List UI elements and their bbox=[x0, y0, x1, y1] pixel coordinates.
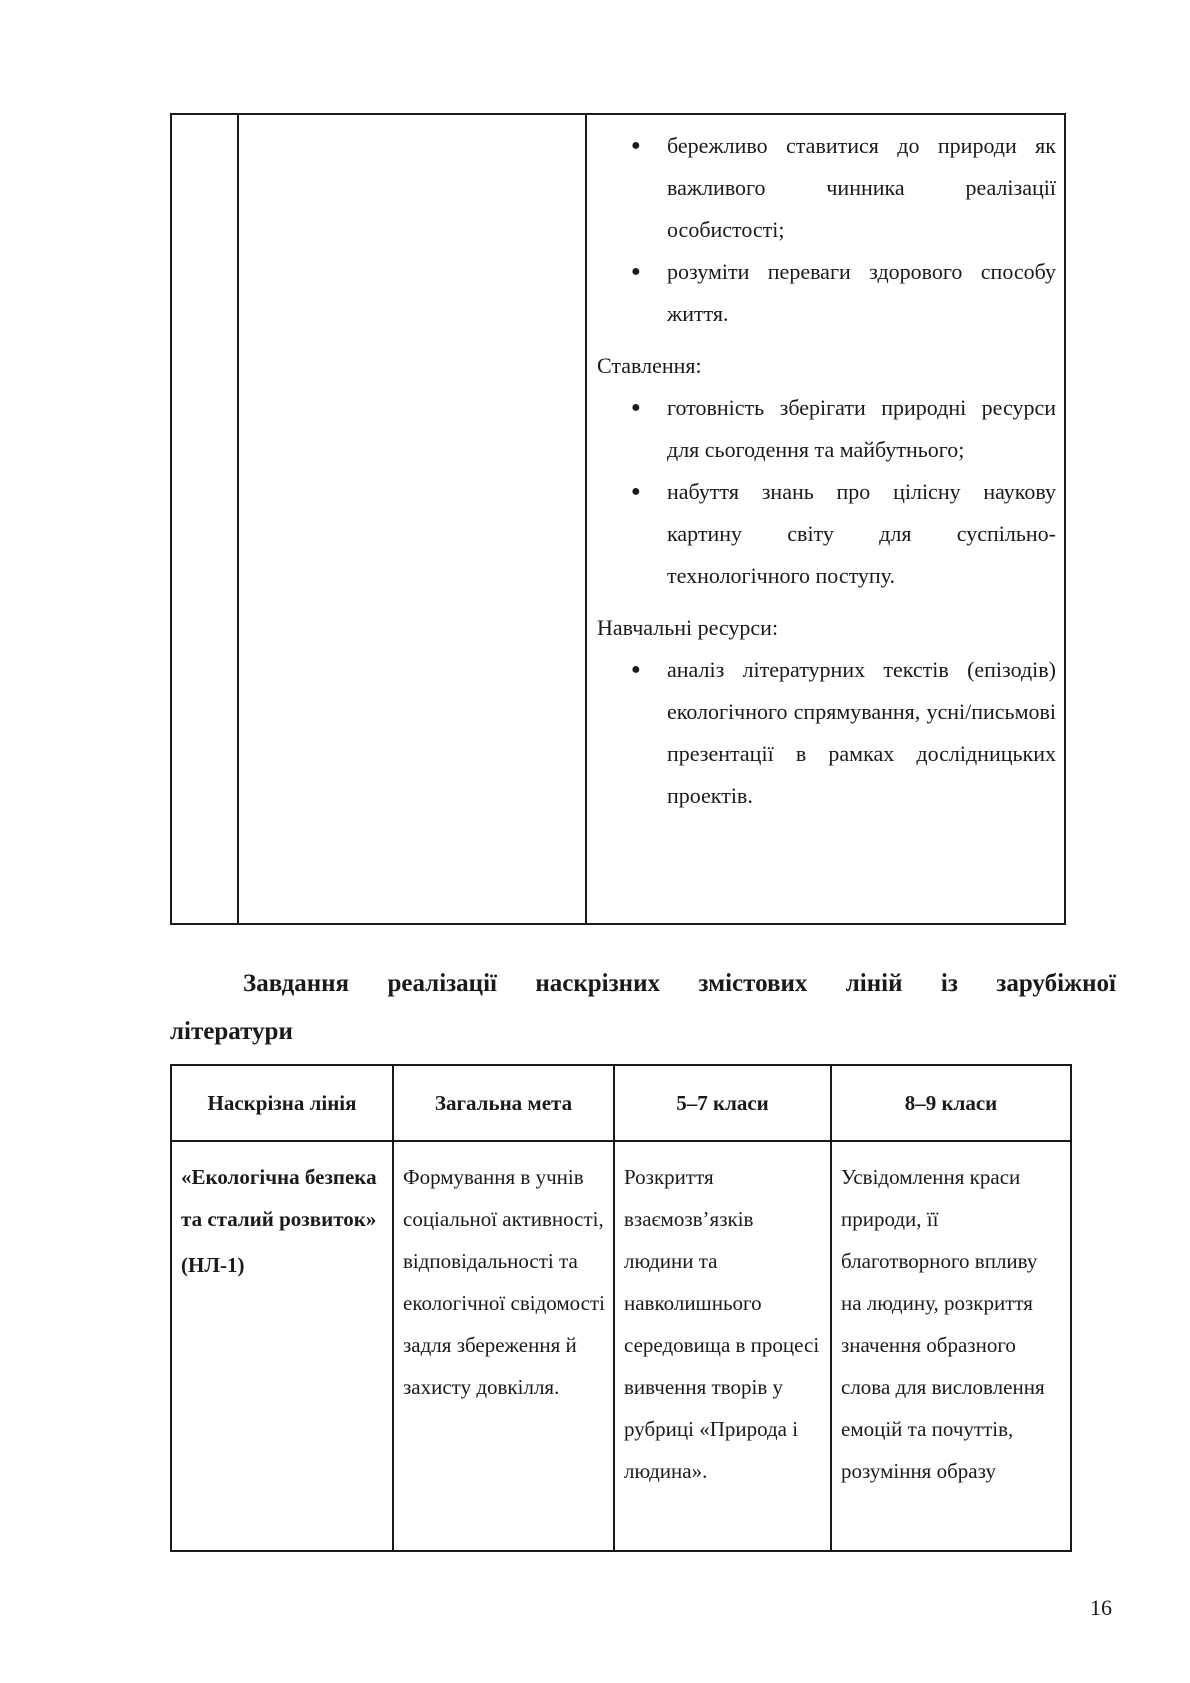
header-cell: Наскрізна лінія bbox=[171, 1065, 393, 1141]
list-item: ● аналіз літературних текстів (епізодів) екологічного спрямування, усні/письмові презентації в рамках дослідницьких проектів. bbox=[597, 649, 1056, 817]
list-item: ● розуміти переваги здорового способу життя. bbox=[597, 251, 1056, 335]
section-heading-line-1: Завдання реалізації наскрізних змістових ліній із зарубіжної bbox=[243, 970, 1116, 997]
list-item: ● бережливо ставитися до природи як важливого чинника реалізації особистості; bbox=[597, 125, 1056, 251]
line-name: «Екологічна безпека та сталий розвиток» bbox=[181, 1165, 377, 1231]
attitude-heading: Ставлення: bbox=[597, 353, 702, 378]
outcomes-cell bbox=[587, 115, 1064, 923]
goal-cell: Формування в учнів соціальної активності, відповідальності та екологічної свідомості задля збереження й захисту довкілля. bbox=[393, 1141, 614, 1551]
line-name-cell bbox=[171, 1141, 393, 1551]
line-code: (НЛ-1) bbox=[181, 1253, 245, 1277]
header-cell: 8–9 класи bbox=[831, 1065, 1071, 1141]
continuation-table bbox=[170, 113, 1066, 925]
grades-5-7-cell: Розкриття взаємозв’язків людини та навколишнього середовища в процесі вивчення творів у рубриці «Природа і людина». bbox=[614, 1141, 831, 1551]
table-row bbox=[171, 1141, 1071, 1551]
table-header-row bbox=[171, 1065, 1071, 1141]
content-lines-table bbox=[170, 1064, 1072, 1552]
grades-8-9-cell: Усвідомлення краси природи, її благотворного впливу на людину, розкриття значення образного слова для висловлення емоцій та почуттів, розуміння образу bbox=[831, 1141, 1071, 1551]
resources-heading: Навчальні ресурси: bbox=[597, 615, 779, 640]
list-item: ● набуття знань про цілісну наукову картину світу для суспільно-технологічного поступу. bbox=[597, 471, 1056, 597]
page-number: 16 bbox=[1090, 1595, 1112, 1620]
section-heading-line-2: літератури bbox=[170, 1018, 293, 1045]
column-divider bbox=[237, 115, 239, 923]
header-cell: Загальна мета bbox=[393, 1065, 614, 1141]
header-cell: 5–7 класи bbox=[614, 1065, 831, 1141]
list-item: ● готовність зберігати природні ресурси для сьогодення та майбутнього; bbox=[597, 387, 1056, 471]
section-heading bbox=[170, 960, 1116, 1056]
